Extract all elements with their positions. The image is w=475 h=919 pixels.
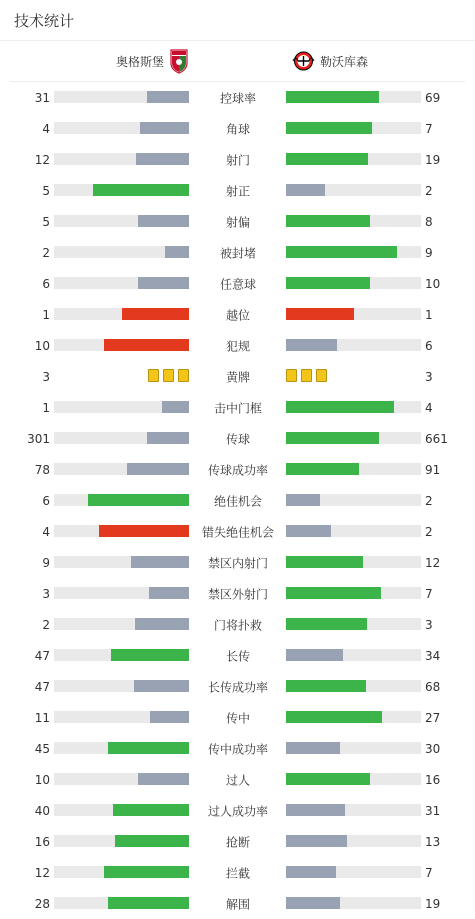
home-value: 45 <box>34 741 50 756</box>
home-bar-track <box>54 277 189 289</box>
home-bar-track <box>54 215 189 227</box>
away-bar-fill <box>286 246 397 258</box>
stat-row <box>0 826 475 857</box>
section-header <box>0 0 475 41</box>
away-value: 30 <box>425 741 441 756</box>
home-value: 9 <box>42 555 50 570</box>
home-bar-fill <box>162 401 189 413</box>
stat-row <box>0 671 475 702</box>
augsburg-crest-icon <box>170 49 188 74</box>
stat-row <box>0 206 475 237</box>
stat-row <box>0 578 475 609</box>
home-value: 47 <box>34 679 50 694</box>
away-value: 9 <box>425 245 433 260</box>
away-bar-track <box>286 618 421 630</box>
stat-label: 角球 <box>225 122 250 136</box>
home-bar-fill <box>138 277 189 289</box>
home-bar-track <box>54 804 189 816</box>
away-bar-fill <box>286 711 382 723</box>
home-bar-fill <box>138 773 189 785</box>
stat-row <box>0 516 475 547</box>
stat-label: 射偏 <box>225 215 250 229</box>
stat-row <box>0 392 475 423</box>
away-bar-fill <box>286 866 336 878</box>
stat-row <box>0 888 475 919</box>
home-bar-track <box>54 184 189 196</box>
stats-list <box>0 82 475 919</box>
away-bar-fill <box>286 277 370 289</box>
home-value: 16 <box>34 834 50 849</box>
away-value: 8 <box>425 214 433 229</box>
stat-label: 射门 <box>225 153 250 167</box>
section-title: 技术统计 <box>14 11 75 30</box>
away-bar-track <box>286 897 421 909</box>
away-value: 7 <box>425 121 433 136</box>
home-value: 5 <box>42 214 50 229</box>
away-value: 12 <box>425 555 441 570</box>
home-bar-track <box>54 773 189 785</box>
away-bar-track <box>286 649 421 661</box>
away-value: 7 <box>425 865 433 880</box>
away-value: 2 <box>425 524 433 539</box>
away-value: 7 <box>425 586 433 601</box>
home-bar-fill <box>113 804 189 816</box>
away-bar-track <box>286 711 421 723</box>
away-value: 13 <box>425 834 441 849</box>
yellow-card-icon <box>178 369 189 382</box>
away-team <box>292 51 368 71</box>
home-bar-track <box>54 618 189 630</box>
yellow-card-icon <box>301 369 312 382</box>
home-bar-fill <box>104 866 189 878</box>
away-bar-track <box>286 463 421 475</box>
away-value: 4 <box>425 400 433 415</box>
home-value: 12 <box>34 865 50 880</box>
away-bar-track <box>286 556 421 568</box>
away-team-name: 勒沃库森 <box>320 54 369 69</box>
yellow-card-icon <box>148 369 159 382</box>
home-bar-track <box>54 122 189 134</box>
away-value: 34 <box>425 648 441 663</box>
stat-row <box>0 764 475 795</box>
home-bar-track <box>54 153 189 165</box>
away-bar-fill <box>286 897 340 909</box>
stat-row <box>0 144 475 175</box>
stat-row <box>0 237 475 268</box>
stat-label: 绝佳机会 <box>213 494 262 508</box>
away-value: 3 <box>425 369 433 384</box>
stat-label: 控球率 <box>219 91 256 105</box>
home-bar-fill <box>149 587 190 599</box>
stat-row <box>0 113 475 144</box>
home-bar-fill <box>147 91 189 103</box>
home-bar-track <box>54 463 189 475</box>
away-bar-track <box>286 835 421 847</box>
away-bar-track <box>286 184 421 196</box>
home-bar-fill <box>99 525 189 537</box>
away-bar-track <box>286 339 421 351</box>
home-bar-track <box>54 711 189 723</box>
away-bar-fill <box>286 587 381 599</box>
away-bar-fill <box>286 494 320 506</box>
stat-label: 击中门框 <box>213 401 262 415</box>
away-bar-fill <box>286 525 331 537</box>
home-bar-fill <box>147 432 189 444</box>
yellow-card-icon <box>316 369 327 382</box>
away-bar-track <box>286 587 421 599</box>
away-bar-fill <box>286 122 372 134</box>
stat-label: 黄牌 <box>225 370 250 384</box>
home-bar-track <box>54 897 189 909</box>
stat-row <box>0 795 475 826</box>
stat-label: 传球成功率 <box>207 463 268 477</box>
away-bar-fill <box>286 804 345 816</box>
stat-label: 过人成功率 <box>207 804 268 818</box>
stat-row <box>0 702 475 733</box>
away-value: 10 <box>425 276 441 291</box>
stat-label: 越位 <box>225 308 250 322</box>
home-bar-fill <box>108 897 189 909</box>
stat-label: 犯规 <box>225 339 250 353</box>
stat-label: 解围 <box>225 897 250 911</box>
home-bar-fill <box>88 494 189 506</box>
away-value: 3 <box>425 617 433 632</box>
home-bar-track <box>54 680 189 692</box>
home-bar-fill <box>104 339 189 351</box>
away-value: 2 <box>425 493 433 508</box>
away-bar-fill <box>286 773 370 785</box>
home-value: 3 <box>42 369 50 384</box>
home-value: 6 <box>42 493 50 508</box>
home-bar-fill <box>135 618 189 630</box>
away-bar-fill <box>286 184 325 196</box>
stat-row <box>0 330 475 361</box>
home-yellow-cards <box>148 369 189 382</box>
away-bar-track <box>286 246 421 258</box>
away-value: 69 <box>425 90 441 105</box>
home-value: 4 <box>42 121 50 136</box>
home-value: 1 <box>42 307 50 322</box>
away-value: 19 <box>425 152 441 167</box>
home-bar-track <box>54 556 189 568</box>
stat-row <box>0 857 475 888</box>
stat-row <box>0 733 475 764</box>
away-bar-fill <box>286 339 337 351</box>
home-bar-track <box>54 742 189 754</box>
away-value: 31 <box>425 803 441 818</box>
home-bar-track <box>54 835 189 847</box>
home-value: 28 <box>34 896 50 911</box>
away-bar-fill <box>286 680 366 692</box>
home-team-name: 奥格斯堡 <box>115 54 164 69</box>
home-bar-fill <box>111 649 189 661</box>
away-bar-track <box>286 494 421 506</box>
stat-row <box>0 361 475 392</box>
stat-label: 门将扑救 <box>213 618 262 632</box>
away-bar-fill <box>286 215 370 227</box>
home-bar-track <box>54 246 189 258</box>
home-value: 78 <box>34 462 50 477</box>
away-bar-fill <box>286 556 363 568</box>
home-bar-track <box>54 339 189 351</box>
home-bar-fill <box>150 711 189 723</box>
yellow-card-icon <box>286 369 297 382</box>
away-bar-track <box>286 215 421 227</box>
away-bar-track <box>286 432 421 444</box>
stat-row <box>0 454 475 485</box>
stat-row <box>0 299 475 330</box>
home-value: 3 <box>42 586 50 601</box>
home-bar-fill <box>93 184 189 196</box>
stat-label: 错失绝佳机会 <box>201 525 274 539</box>
home-bar-fill <box>122 308 190 320</box>
home-bar-track <box>54 525 189 537</box>
stat-label: 长传成功率 <box>207 680 268 694</box>
away-bar-track <box>286 773 421 785</box>
away-value: 2 <box>425 183 433 198</box>
away-bar-fill <box>286 463 359 475</box>
home-value: 2 <box>42 617 50 632</box>
away-value: 1 <box>425 307 433 322</box>
home-bar-track <box>54 308 189 320</box>
away-value: 661 <box>425 431 448 446</box>
away-bar-track <box>286 153 421 165</box>
home-bar-track <box>54 401 189 413</box>
home-team <box>10 49 188 74</box>
away-bar-fill <box>286 432 379 444</box>
stat-row <box>0 547 475 578</box>
home-value: 2 <box>42 245 50 260</box>
home-value: 5 <box>42 183 50 198</box>
home-value: 1 <box>42 400 50 415</box>
stat-label: 拦截 <box>225 866 250 880</box>
stat-row <box>0 175 475 206</box>
stat-label: 过人 <box>225 773 250 787</box>
stat-row <box>0 423 475 454</box>
stat-row <box>0 485 475 516</box>
away-value: 91 <box>425 462 441 477</box>
away-bar-track <box>286 680 421 692</box>
away-bar-fill <box>286 742 340 754</box>
stat-label: 禁区外射门 <box>207 587 268 601</box>
stat-label: 传中成功率 <box>207 742 268 756</box>
stat-row <box>0 609 475 640</box>
away-bar-track <box>286 91 421 103</box>
home-value: 6 <box>42 276 50 291</box>
away-bar-fill <box>286 91 379 103</box>
home-bar-fill <box>115 835 189 847</box>
away-yellow-cards <box>286 369 327 382</box>
home-bar-fill <box>138 215 189 227</box>
away-bar-fill <box>286 153 368 165</box>
stat-label: 传球 <box>225 432 250 446</box>
stat-label: 长传 <box>225 649 250 663</box>
home-bar-fill <box>131 556 189 568</box>
home-bar-fill <box>127 463 189 475</box>
home-value: 301 <box>27 431 50 446</box>
home-value: 31 <box>34 90 50 105</box>
away-bar-track <box>286 308 421 320</box>
away-value: 68 <box>425 679 441 694</box>
stat-label: 射正 <box>225 184 250 198</box>
home-bar-track <box>54 649 189 661</box>
stat-label: 任意球 <box>219 277 256 291</box>
home-bar-fill <box>140 122 189 134</box>
away-bar-fill <box>286 401 394 413</box>
away-bar-fill <box>286 835 347 847</box>
away-bar-track <box>286 401 421 413</box>
away-value: 27 <box>425 710 441 725</box>
home-value: 47 <box>34 648 50 663</box>
stat-row <box>0 268 475 299</box>
home-bar-fill <box>134 680 189 692</box>
away-value: 19 <box>425 896 441 911</box>
away-value: 16 <box>425 772 441 787</box>
yellow-card-icon <box>163 369 174 382</box>
away-value: 6 <box>425 338 433 353</box>
teams-row <box>10 41 465 82</box>
home-bar-track <box>54 866 189 878</box>
stat-row <box>0 82 475 113</box>
home-value: 4 <box>42 524 50 539</box>
away-bar-track <box>286 742 421 754</box>
home-bar-fill <box>108 742 189 754</box>
home-bar-track <box>54 587 189 599</box>
away-bar-fill <box>286 618 367 630</box>
home-value: 10 <box>34 772 50 787</box>
away-bar-fill <box>286 649 343 661</box>
home-bar-track <box>54 494 189 506</box>
stat-label: 抢断 <box>225 835 250 849</box>
home-bar-fill <box>136 153 189 165</box>
home-value: 12 <box>34 152 50 167</box>
stat-label: 禁区内射门 <box>207 556 268 570</box>
away-bar-track <box>286 122 421 134</box>
home-bar-track <box>54 432 189 444</box>
away-bar-track <box>286 804 421 816</box>
away-bar-fill <box>286 308 354 320</box>
leverkusen-crest-icon <box>292 51 315 71</box>
away-bar-track <box>286 866 421 878</box>
stat-label: 传中 <box>225 711 250 725</box>
away-bar-track <box>286 277 421 289</box>
home-bar-fill <box>165 246 189 258</box>
home-value: 10 <box>34 338 50 353</box>
home-value: 11 <box>34 710 50 725</box>
away-bar-track <box>286 525 421 537</box>
home-value: 40 <box>34 803 50 818</box>
stat-label: 被封堵 <box>219 246 256 260</box>
stat-row <box>0 640 475 671</box>
home-bar-track <box>54 91 189 103</box>
